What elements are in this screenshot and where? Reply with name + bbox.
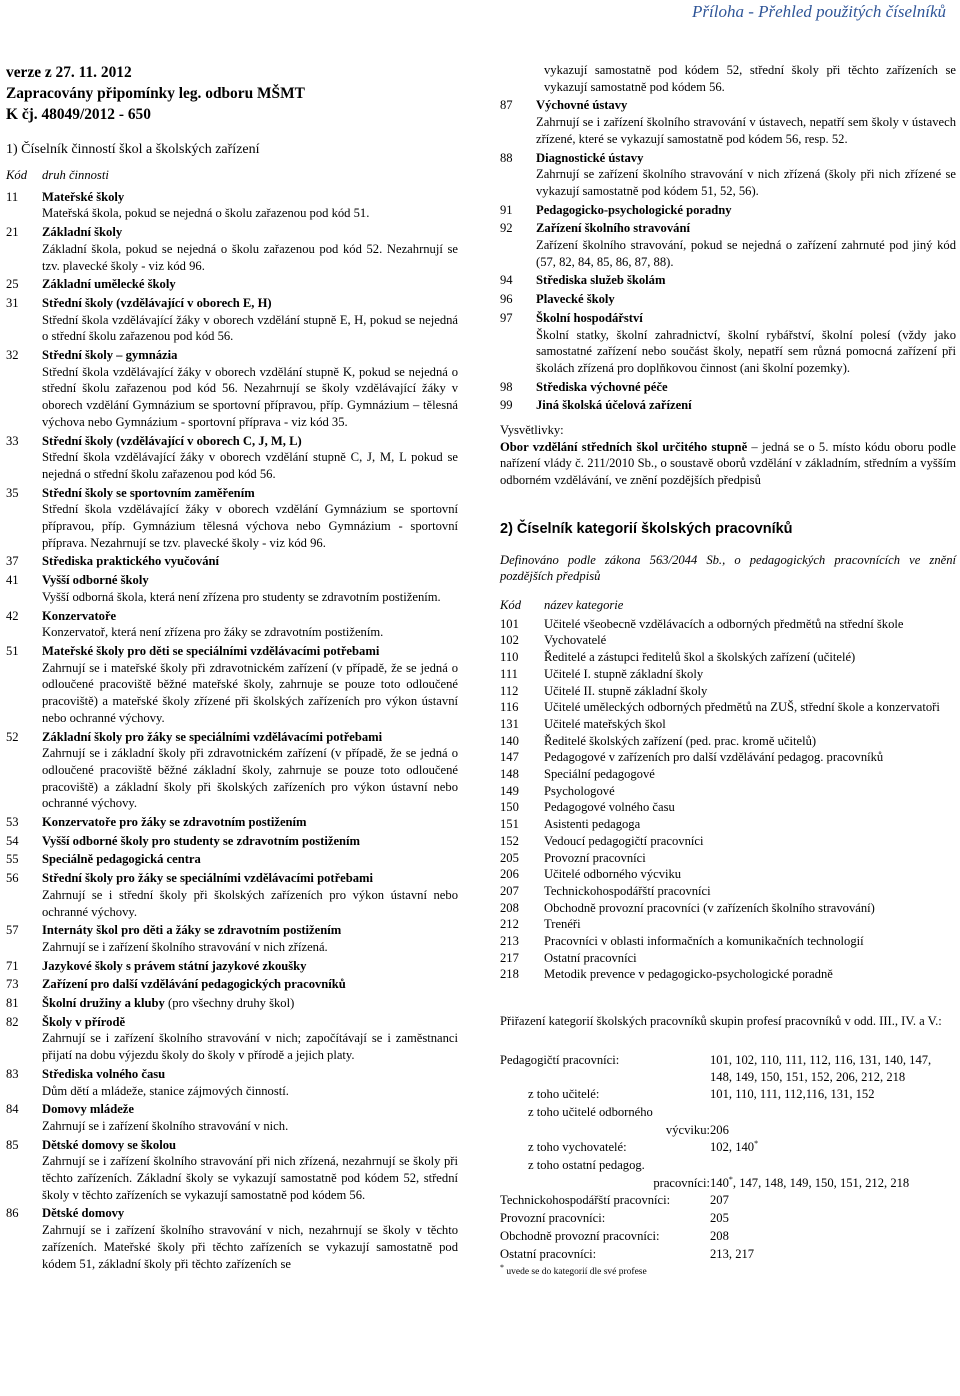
category-code: 150 — [500, 800, 519, 815]
explanation-text — [500, 439, 956, 489]
category-name: Vychovatelé — [544, 633, 607, 648]
category-row — [500, 733, 956, 750]
col-name-header: druh činnosti — [42, 168, 109, 182]
assignment-title: Přiřazení kategorií školských pracovníků skupin profesí pracovníků v odd. III., IV. a V.: — [500, 1014, 942, 1029]
category-row — [500, 683, 956, 700]
activity-title: Střediska služeb školám — [536, 273, 666, 288]
activity-title: Diagnostické ústavy — [536, 150, 644, 165]
activity-description: Zahrnují se i zařízení školního stravování při nich zřízená, nezahrnují se školy při těchto zařízeních. Základní školy se vykazují samostatně pod kódem 52, střední školy v těchto zařízeních se vykazují samostatně pod kódem 56. — [42, 1154, 458, 1202]
activity-description: Mateřská škola, pokud se nejedná o školu zařazenou pod kód 51. — [42, 206, 370, 221]
activity-title: Konzervatoře — [42, 608, 117, 623]
category-code: 112 — [500, 683, 519, 698]
category-row — [500, 799, 956, 816]
activity-entry — [6, 276, 458, 293]
category-row — [500, 933, 956, 950]
activity-description: Zahrnují se i zařízení školního stravování v nich zřízená. — [42, 939, 328, 954]
category-name: Pracovníci v oblasti informačních a komunikačních technologií — [544, 934, 864, 949]
activity-entry — [500, 220, 956, 270]
category-row — [500, 766, 956, 783]
activity-title: Základní školy pro žáky se speciálními vzdělávacími potřebami — [42, 729, 383, 744]
explanation-term: Obor vzdělání středních škol určitého stupně — [500, 439, 748, 454]
agg-label: z toho ostatní pedagog. — [528, 1158, 645, 1173]
activity-code: 57 — [6, 923, 19, 938]
category-name: Učitelé II. stupně základní školy — [544, 683, 708, 698]
section1-table-header — [6, 167, 458, 184]
agg-row-others — [500, 1246, 956, 1263]
category-row — [500, 850, 956, 867]
activity-title: Vyšší odborné školy pro studenty se zdravotním postižením — [42, 833, 361, 848]
activity-code: 37 — [6, 554, 19, 569]
category-row — [500, 866, 956, 883]
activity-entry — [6, 1014, 458, 1064]
activity-entry — [6, 995, 458, 1012]
category-name: Pedagogové v zařízeních pro další vzdělávání pedagog. pracovníků — [544, 750, 884, 765]
category-name: Asistenti pedagoga — [544, 817, 641, 832]
activity-code: 98 — [500, 379, 513, 394]
category-row — [500, 716, 956, 733]
comments-line: Zapracovány připomínky leg. odboru MŠMT — [6, 85, 305, 102]
version-info — [6, 62, 458, 125]
activity-title: Školy v přírodě — [42, 1014, 126, 1029]
category-list — [500, 616, 956, 983]
activity-title: Střední školy pro žáky se speciálními vzdělávacími potřebami — [42, 871, 374, 886]
activity-title: Mateřské školy pro děti se speciálními vzdělávacími potřebami — [42, 643, 380, 658]
activity-entry — [6, 729, 458, 813]
activity-title: Střední školy (vzdělávající v oborech E, H) — [42, 295, 272, 310]
activity-code: 32 — [6, 348, 19, 363]
activity-title: Zařízení školního stravování — [536, 221, 690, 236]
category-code: 217 — [500, 950, 519, 965]
activity-code: 71 — [6, 958, 19, 973]
activity-description: Střední škola vzdělávající žáky v oborech vzdělání stupně E, H, pokud se nejedná o střední školu zařazenou pod kód 56. — [42, 312, 458, 344]
activity-code: 83 — [6, 1066, 19, 1081]
category-name: Ostatní pracovníci — [544, 950, 637, 965]
agg-row-technical — [500, 1192, 956, 1209]
category-row — [500, 883, 956, 900]
page-header-title: Příloha - Přehled použitých číselníků — [692, 2, 946, 21]
category-name: Provozní pracovníci — [544, 850, 646, 865]
category-code: 205 — [500, 850, 519, 865]
activity-title: Konzervatoře pro žáky se zdravotním postižením — [42, 815, 307, 830]
reference-line: K čj. 48049/2012 - 650 — [6, 106, 151, 123]
agg-label: z toho učitelé odborného — [528, 1104, 653, 1119]
activity-description: Zahrnují se i střední školy při školských zařízeních pro výkon ústavní nebo ochranné výchovy. — [42, 887, 458, 919]
activity-entry — [6, 976, 458, 993]
activity-code: 97 — [500, 310, 513, 325]
activity-title: Základní školy — [42, 225, 123, 240]
category-name: Obchodně provozní pracovníci (v zařízeních školního stravování) — [544, 900, 875, 915]
category-row — [500, 816, 956, 833]
category-code: 207 — [500, 883, 519, 898]
category-code: 212 — [500, 917, 519, 932]
category-row — [500, 649, 956, 666]
activity-code: 84 — [6, 1102, 19, 1117]
activity-title: Střední školy (vzdělávající v oborech C, J, M, L) — [42, 433, 302, 448]
aggregation-table — [500, 1052, 956, 1278]
category-name: Speciální pedagogové — [544, 767, 655, 782]
activity-list — [6, 189, 458, 1273]
category-name: Učitelé uměleckých odborných předmětů na ZUŠ, střední škole a konzervatoři — [544, 700, 940, 715]
category-row — [500, 666, 956, 683]
activity-title: Pedagogicko-psychologické poradny — [536, 202, 732, 217]
activity-description: Zahrnují se i mateřské školy při zdravotnickém zařízení (v případě, že se jedná o odloučené pracoviště běžné mateřské školy, zahrnuje se pouze toto odloučené pracoviště) a mateřské školy zřízené při školských zařízeních pro výkon ústavní nebo ochranné výchovy. — [42, 660, 458, 725]
activity-title: Střediska praktického vyučování — [42, 554, 220, 569]
activity-entry — [6, 643, 458, 727]
activity-description: Střední škola vzdělávající žáky v oborech vzdělání stupně K, pokud se nejedná o střední školu zařazenou pod kód 56. Nezahrnují se školy vzdělávající žáky v oborech vzdělání Gymnázium se sportovní přípravou, příp. Gymnázium – tělesná výchova nebo Gymnázium - sportovní příprava - viz kód 35. — [42, 364, 458, 429]
activity-code: 25 — [6, 277, 19, 292]
category-name: Psychologové — [544, 783, 615, 798]
agg-value: 206 — [710, 1122, 729, 1137]
activity-code: 96 — [500, 292, 513, 307]
activity-title: Střediska volného času — [42, 1066, 166, 1081]
section2-table-header — [500, 597, 956, 614]
agg-label: Technickohospodářští pracovníci: — [500, 1193, 671, 1208]
category-name: Metodik prevence v pedagogicko-psychologické poradně — [544, 967, 833, 982]
category-name: Vedoucí pedagogičtí pracovníci — [544, 833, 704, 848]
cat-code-header: Kód — [500, 597, 521, 612]
version-line: verze z 27. 11. 2012 — [6, 64, 132, 81]
agg-row-vocational-b — [500, 1122, 956, 1139]
activity-entry — [6, 1066, 458, 1099]
activity-title: Speciálně pedagogická centra — [42, 852, 201, 867]
activity-entry — [6, 347, 458, 431]
agg-label: Provozní pracovníci: — [500, 1211, 606, 1226]
activity-title: Jazykové školy s právem státní jazykové zkoušky — [42, 958, 307, 973]
agg-value: 213, 217 — [710, 1246, 755, 1261]
activity-description: Střední škola vzdělávající žáky v oborech vzdělání Gymnázium se sportovní přípravou, příp. Gymnázium tělesná výchova nebo Gymnázium - sportovní příprava. Nezahrnují se tzv. plavecké školy - viz kód 96. — [42, 502, 458, 550]
category-row — [500, 916, 956, 933]
activity-code: 88 — [500, 150, 513, 165]
activity-entry — [6, 433, 458, 483]
agg-row-teachers — [500, 1086, 956, 1103]
category-code: 213 — [500, 934, 519, 949]
category-row — [500, 900, 956, 917]
activity-entry — [500, 272, 956, 289]
activity-entry — [6, 833, 458, 850]
category-name: Učitelé mateřských škol — [544, 716, 666, 731]
footnote: * uvede se do kategorií dle své profese — [500, 1263, 647, 1278]
footnote-marker: * — [728, 1174, 733, 1184]
agg-row-commercial — [500, 1228, 956, 1245]
activity-description: Konzervatoř, která není zřízena pro žáky se zdravotním postižením. — [42, 625, 384, 640]
category-name: Pedagogové volného času — [544, 800, 675, 815]
category-code: 140 — [500, 733, 519, 748]
activity-entry — [6, 1101, 458, 1134]
right-column — [500, 62, 956, 1278]
activity-entry — [6, 958, 458, 975]
continuation-text: vykazují samostatně pod kódem 52, střední školy při těchto zařízeních se vykazují samostatně pod kódem 56. — [544, 63, 956, 94]
category-code: 102 — [500, 633, 519, 648]
category-row — [500, 950, 956, 967]
activity-code: 94 — [500, 273, 513, 288]
agg-row-other-ped-a — [500, 1157, 956, 1174]
col-code-header: Kód — [6, 168, 27, 182]
agg-value: 208 — [710, 1228, 729, 1243]
category-name: Ředitelé školských zařízení (ped. prac. kromě učitelů) — [544, 733, 817, 748]
activity-entry — [6, 553, 458, 570]
category-code: 208 — [500, 900, 519, 915]
activity-entry — [6, 608, 458, 641]
section1-title: 1) Číselník činností škol a školských zařízení — [6, 142, 260, 157]
activity-title: Domovy mládeže — [42, 1102, 134, 1117]
agg-label: Obchodně provozní pracovníci: — [500, 1228, 660, 1243]
agg-value: 101, 110, 111, 112,116, 131, 152 — [710, 1087, 875, 1102]
agg-value: 140*, 147, 148, 149, 150, 151, 212, 218 — [710, 1174, 910, 1190]
agg-row-other-ped-b — [500, 1175, 956, 1192]
left-column — [6, 62, 458, 1274]
activity-description: Základní škola, pokud se nejedná o školu zařazenou pod kód 52. Nezahrnují se tzv. plavecké školy - viz kód 96. — [42, 241, 458, 273]
activity-description: Zahrnují se i zařízení školního stravování v ústavech, nepatří sem školy v ústavech zřízené, které se vykazují samostatně pod kódem 56, resp. 52. — [536, 115, 956, 146]
category-code: 148 — [500, 767, 519, 782]
activity-code: 33 — [6, 433, 19, 448]
activity-title: Výchovné ústavy — [536, 98, 628, 113]
activity-title: Školní hospodářství — [536, 310, 643, 325]
activity-entry — [6, 189, 458, 222]
explanation-label: Vysvětlivky: — [500, 423, 564, 438]
activity-code: 55 — [6, 852, 19, 867]
activity-title: Internáty škol pro děti a žáky se zdravotním postižením — [42, 923, 342, 938]
activity-list-continued — [500, 97, 956, 414]
activity-title: Dětské domovy se školou — [42, 1137, 176, 1152]
category-code: 149 — [500, 783, 519, 798]
activity-entry — [6, 922, 458, 955]
category-code: 116 — [500, 700, 519, 715]
activity-entry — [500, 97, 956, 147]
activity-code: 52 — [6, 729, 19, 744]
category-code: 151 — [500, 817, 519, 832]
category-code: 218 — [500, 967, 519, 982]
activity-code: 54 — [6, 833, 19, 848]
category-name: Učitelé všeobecně vzdělávacích a odborných předmětů na střední škole — [544, 616, 904, 631]
category-row — [500, 966, 956, 983]
activity-description: Zahrnují se zařízení školního stravování v nich zřízená (školy při nich zřízené se vykazují samostatně pod kódem 51, 52, 56). — [536, 167, 956, 198]
activity-code: 99 — [500, 398, 513, 413]
activity-entry — [6, 485, 458, 552]
activity-title: Dětské domovy — [42, 1206, 125, 1221]
category-code: 147 — [500, 750, 519, 765]
activity-entry — [6, 572, 458, 605]
explanation-body: – jedná se o 5. místo kódu oboru podle nařízení vlády č. 211/2010 Sb., o soustavě oborů vzdělání v základním, středním a vyšším odborném vzdělávání, ve znění pozdějších předpisů — [500, 439, 956, 488]
activity-code: 41 — [6, 573, 19, 588]
activity-title: Základní umělecké školy — [42, 277, 176, 292]
footnote-marker: * — [754, 1139, 759, 1149]
activity-title: Střední školy – gymnázia — [42, 348, 178, 363]
agg-value: 205 — [710, 1211, 729, 1226]
agg-label: z toho vychovatelé: — [528, 1140, 627, 1155]
activity-code: 31 — [6, 295, 19, 310]
agg-label: pracovníci: — [653, 1175, 710, 1190]
cat-name-header: název kategorie — [544, 597, 624, 612]
activity-code: 53 — [6, 815, 19, 830]
activity-entry — [6, 851, 458, 868]
activity-entry — [6, 1137, 458, 1204]
activity-entry — [6, 814, 458, 831]
agg-row-educators — [500, 1139, 956, 1156]
activity-description: Zahrnují se i základní školy při zdravotnickém zařízení (v případě, že se jedná o odloučené pracoviště běžné základní školy, zahrnuje se pouze toto odloučené pracoviště) a základní školy při školských zařízeních pro výkon ústavní nebo ochranné výchovy. — [42, 746, 458, 811]
activity-code: 56 — [6, 871, 19, 886]
category-name: Ředitelé a zástupci ředitelů škol a školských zařízení (učitelé) — [544, 650, 856, 665]
category-name: Učitelé odborného výcviku — [544, 867, 682, 882]
activity-entry — [500, 397, 956, 414]
category-row — [500, 616, 956, 633]
category-code: 152 — [500, 833, 519, 848]
activity-title: Střediska výchovné péče — [536, 379, 668, 394]
activity-description: Zahrnují se i zařízení školního stravování v nich; započítávají se i zaměstnanci přijatí na dobu výjezdu školy do školy v přírodě a jejich platy. — [42, 1031, 458, 1063]
activity-description: Zahrnují se i zařízení školního stravování v nich. — [42, 1118, 289, 1133]
activity-entry — [6, 295, 458, 345]
activity-code: 92 — [500, 221, 513, 236]
category-row — [500, 749, 956, 766]
activity-code: 82 — [6, 1014, 19, 1029]
activity-description: Vyšší odborná škola, která není zřízena pro studenty se zdravotním postižením. — [42, 589, 441, 604]
activity-code: 35 — [6, 485, 19, 500]
agg-label: Ostatní pracovníci: — [500, 1246, 597, 1261]
activity-description: Zahrnují se i zařízení školního stravování v nich, nezahrnují se školy v těchto zařízeních. Mateřské školy při těchto zařízeních se vykazují samostatně pod kódem 51, základní školy při těchto zařízeních se — [42, 1223, 458, 1271]
activity-entry — [500, 291, 956, 308]
section2-title: 2) Číselník kategorií školských pracovníků — [500, 520, 793, 537]
category-name: Technickohospodářští pracovníci — [544, 883, 711, 898]
agg-row-pedagogical — [500, 1052, 956, 1085]
activity-code: 21 — [6, 225, 19, 240]
agg-label: výcviku: — [665, 1122, 710, 1137]
activity-entry — [6, 870, 458, 920]
agg-value: 101, 102, 110, 111, 112, 116, 131, 140, 147, 148, 149, 150, 151, 152, 206, 212, 218 — [710, 1052, 932, 1084]
activity-title: Plavecké školy — [536, 292, 615, 307]
activity-description: Střední škola vzdělávající žáky v oborech vzdělání stupně C, J, M, L pokud se nejedná o střední školu zařazenou pod kód 56. — [42, 450, 458, 481]
agg-label: z toho učitelé: — [528, 1087, 600, 1102]
category-row — [500, 699, 956, 716]
activity-code: 85 — [6, 1137, 19, 1152]
agg-value: 207 — [710, 1193, 729, 1208]
agg-value: 102, 140* — [710, 1139, 759, 1155]
activity-description: Školní statky, školní zahradnictví, školní rybářství, školní polesí (vždy jako samostatné zařízení nebo součást školy, nepatří sem různá pomocná zařízení při školách zřízená pro doplňkovou činnost (ani školní pozemky). — [536, 327, 956, 375]
activity-title: Zařízení pro další vzdělávání pedagogických pracovníků — [42, 977, 346, 992]
activity-entry — [500, 379, 956, 396]
activity-code: 81 — [6, 996, 19, 1011]
category-code: 111 — [500, 666, 518, 681]
agg-label: Pedagogičtí pracovníci: — [500, 1052, 620, 1067]
activity-code: 51 — [6, 643, 19, 658]
activity-code: 73 — [6, 977, 19, 992]
category-name: Trenéři — [544, 917, 581, 932]
category-code: 131 — [500, 716, 519, 731]
activity-title: Školní družiny a kluby (pro všechny druhy škol) — [42, 996, 295, 1011]
activity-code: 87 — [500, 98, 513, 113]
category-code: 110 — [500, 650, 519, 665]
section2-definition: Definováno podle zákona 563/2044 Sb., o pedagogických pracovnících ve znění pozdějších předpisů — [500, 552, 956, 584]
activity-entry — [500, 150, 956, 200]
activity-title: Vyšší odborné školy — [42, 573, 149, 588]
activity-code: 11 — [6, 189, 19, 204]
category-row — [500, 783, 956, 800]
activity-title: Mateřské školy — [42, 189, 125, 204]
activity-code: 91 — [500, 202, 513, 217]
category-row — [500, 833, 956, 850]
category-code: 206 — [500, 867, 519, 882]
activity-entry — [500, 202, 956, 219]
activity-code: 86 — [6, 1206, 19, 1221]
activity-title: Střední školy se sportovním zaměřením — [42, 485, 255, 500]
activity-description: Zařízení školního stravování, pokud se nejedná o zařízení zahrnuté pod jiný kód (57, 82, 84, 85, 86, 87, 88). — [536, 238, 956, 269]
activity-code: 42 — [6, 608, 19, 623]
activity-entry — [500, 310, 956, 377]
agg-row-vocational-a — [500, 1104, 956, 1121]
category-name: Učitelé I. stupně základní školy — [544, 666, 704, 681]
activity-entry — [6, 224, 458, 274]
activity-entry — [6, 1205, 458, 1272]
category-row — [500, 632, 956, 649]
activity-description: Dům dětí a mládeže, stanice zájmových činností. — [42, 1083, 289, 1098]
activity-title: Jiná školská účelová zařízení — [536, 398, 692, 413]
agg-row-operational — [500, 1210, 956, 1227]
category-code: 101 — [500, 616, 519, 631]
